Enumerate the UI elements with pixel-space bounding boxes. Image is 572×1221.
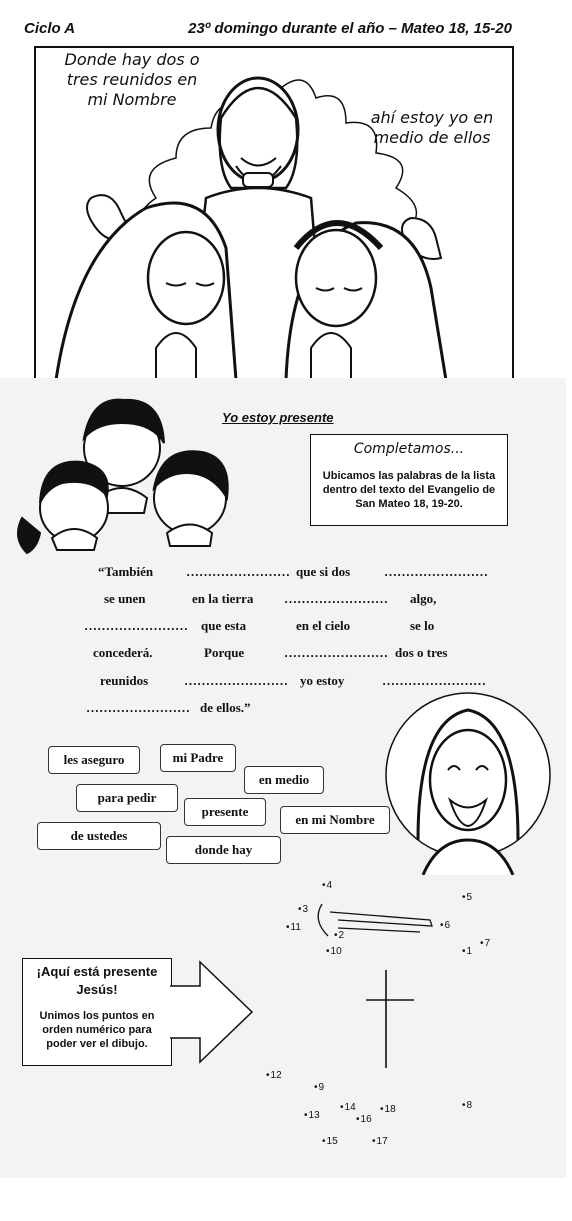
dot-label: • 8 (462, 1100, 472, 1111)
dot-label: • 13 (304, 1110, 320, 1121)
dot-instructions-box (22, 958, 172, 1066)
gospel-word: que si dos (296, 564, 351, 579)
word-chip[interactable]: en medio (244, 766, 324, 794)
dot-label: • 1 (462, 946, 472, 957)
gospel-word: dos o tres (395, 645, 448, 660)
dot-label: • 6 (440, 920, 450, 931)
jesus-portrait-illustration (378, 690, 556, 875)
gospel-blank[interactable]: …………………… (86, 700, 190, 715)
dot-label: • 14 (340, 1102, 356, 1113)
gospel-blank[interactable]: …………………… (186, 564, 290, 579)
word-chip[interactable]: presente (184, 798, 266, 826)
dot-label: • 12 (266, 1070, 282, 1081)
word-chip[interactable]: les aseguro (48, 746, 140, 774)
gospel-blank[interactable]: …………………… (84, 618, 188, 633)
dot-instructions-text: Unimos los puntos en orden numérico para poder ver el dibujo. (39, 1010, 155, 1050)
dot-label: • 7 (480, 938, 490, 949)
dot-label: • 2 (334, 930, 344, 941)
dot-label: • 17 (372, 1136, 388, 1147)
dot-label: • 5 (462, 892, 472, 903)
dot-label: • 11 (286, 922, 301, 933)
gospel-word: en la tierra (192, 591, 254, 606)
gospel-word: algo, (410, 591, 437, 606)
complete-instructions: Ubicamos las palabras de la lista dentro del texto del Evangelio de San Mateo 18, 19-20. (322, 470, 496, 510)
sunday-title: 23º domingo durante el año – Mateo 18, 15-20 (188, 20, 512, 37)
dot-instructions-heading: ¡Aquí está presente Jesús! (36, 964, 158, 997)
gospel-word: yo estoy (300, 673, 345, 688)
gospel-blank[interactable]: …………………… (284, 591, 388, 606)
dot-label: • 4 (322, 880, 332, 891)
dot-label: • 9 (314, 1082, 324, 1093)
gospel-blank[interactable]: …………………… (384, 564, 488, 579)
gospel-word: se unen (104, 591, 146, 606)
gospel-word: “También (98, 564, 154, 579)
activity-title: Yo estoy presente (222, 410, 334, 425)
gospel-word: reunidos (100, 673, 149, 688)
gospel-word: en el cielo (296, 618, 351, 633)
arrow-right-icon (170, 960, 256, 1066)
gospel-word: de ellos.” (200, 700, 251, 715)
gospel-word: que esta (201, 618, 247, 633)
dot-label: • 10 (326, 946, 342, 957)
word-chip[interactable]: donde hay (166, 836, 281, 864)
gospel-word: se lo (410, 618, 435, 633)
speech-left: Donde hay dos o tres reunidos en mi Nombre (64, 50, 200, 109)
word-chip[interactable]: para pedir (76, 784, 178, 812)
dot-label: • 18 (380, 1104, 396, 1115)
dot-label: • 3 (298, 904, 308, 915)
gospel-blank[interactable]: …………………… (184, 673, 288, 688)
word-chip[interactable]: en mi Nombre (280, 806, 390, 834)
gospel-blank[interactable]: …………………… (284, 645, 388, 660)
complete-box (310, 434, 508, 526)
dot-label: • 15 (322, 1136, 338, 1147)
word-chip[interactable]: mi Padre (160, 744, 236, 772)
complete-heading: Completamos... (353, 441, 465, 457)
cycle-label: Ciclo A (24, 20, 76, 37)
praying-children-illustration (12, 388, 237, 568)
speech-right: ahí estoy yo en medio de ellos (370, 108, 494, 147)
gospel-word: concederá. (93, 645, 153, 660)
gospel-blank[interactable]: …………………… (382, 673, 486, 688)
dot-label: • 16 (356, 1114, 372, 1125)
word-chip[interactable]: de ustedes (37, 822, 161, 850)
dot-to-dot-lines (290, 890, 550, 1070)
gospel-word: Porque (204, 645, 245, 660)
